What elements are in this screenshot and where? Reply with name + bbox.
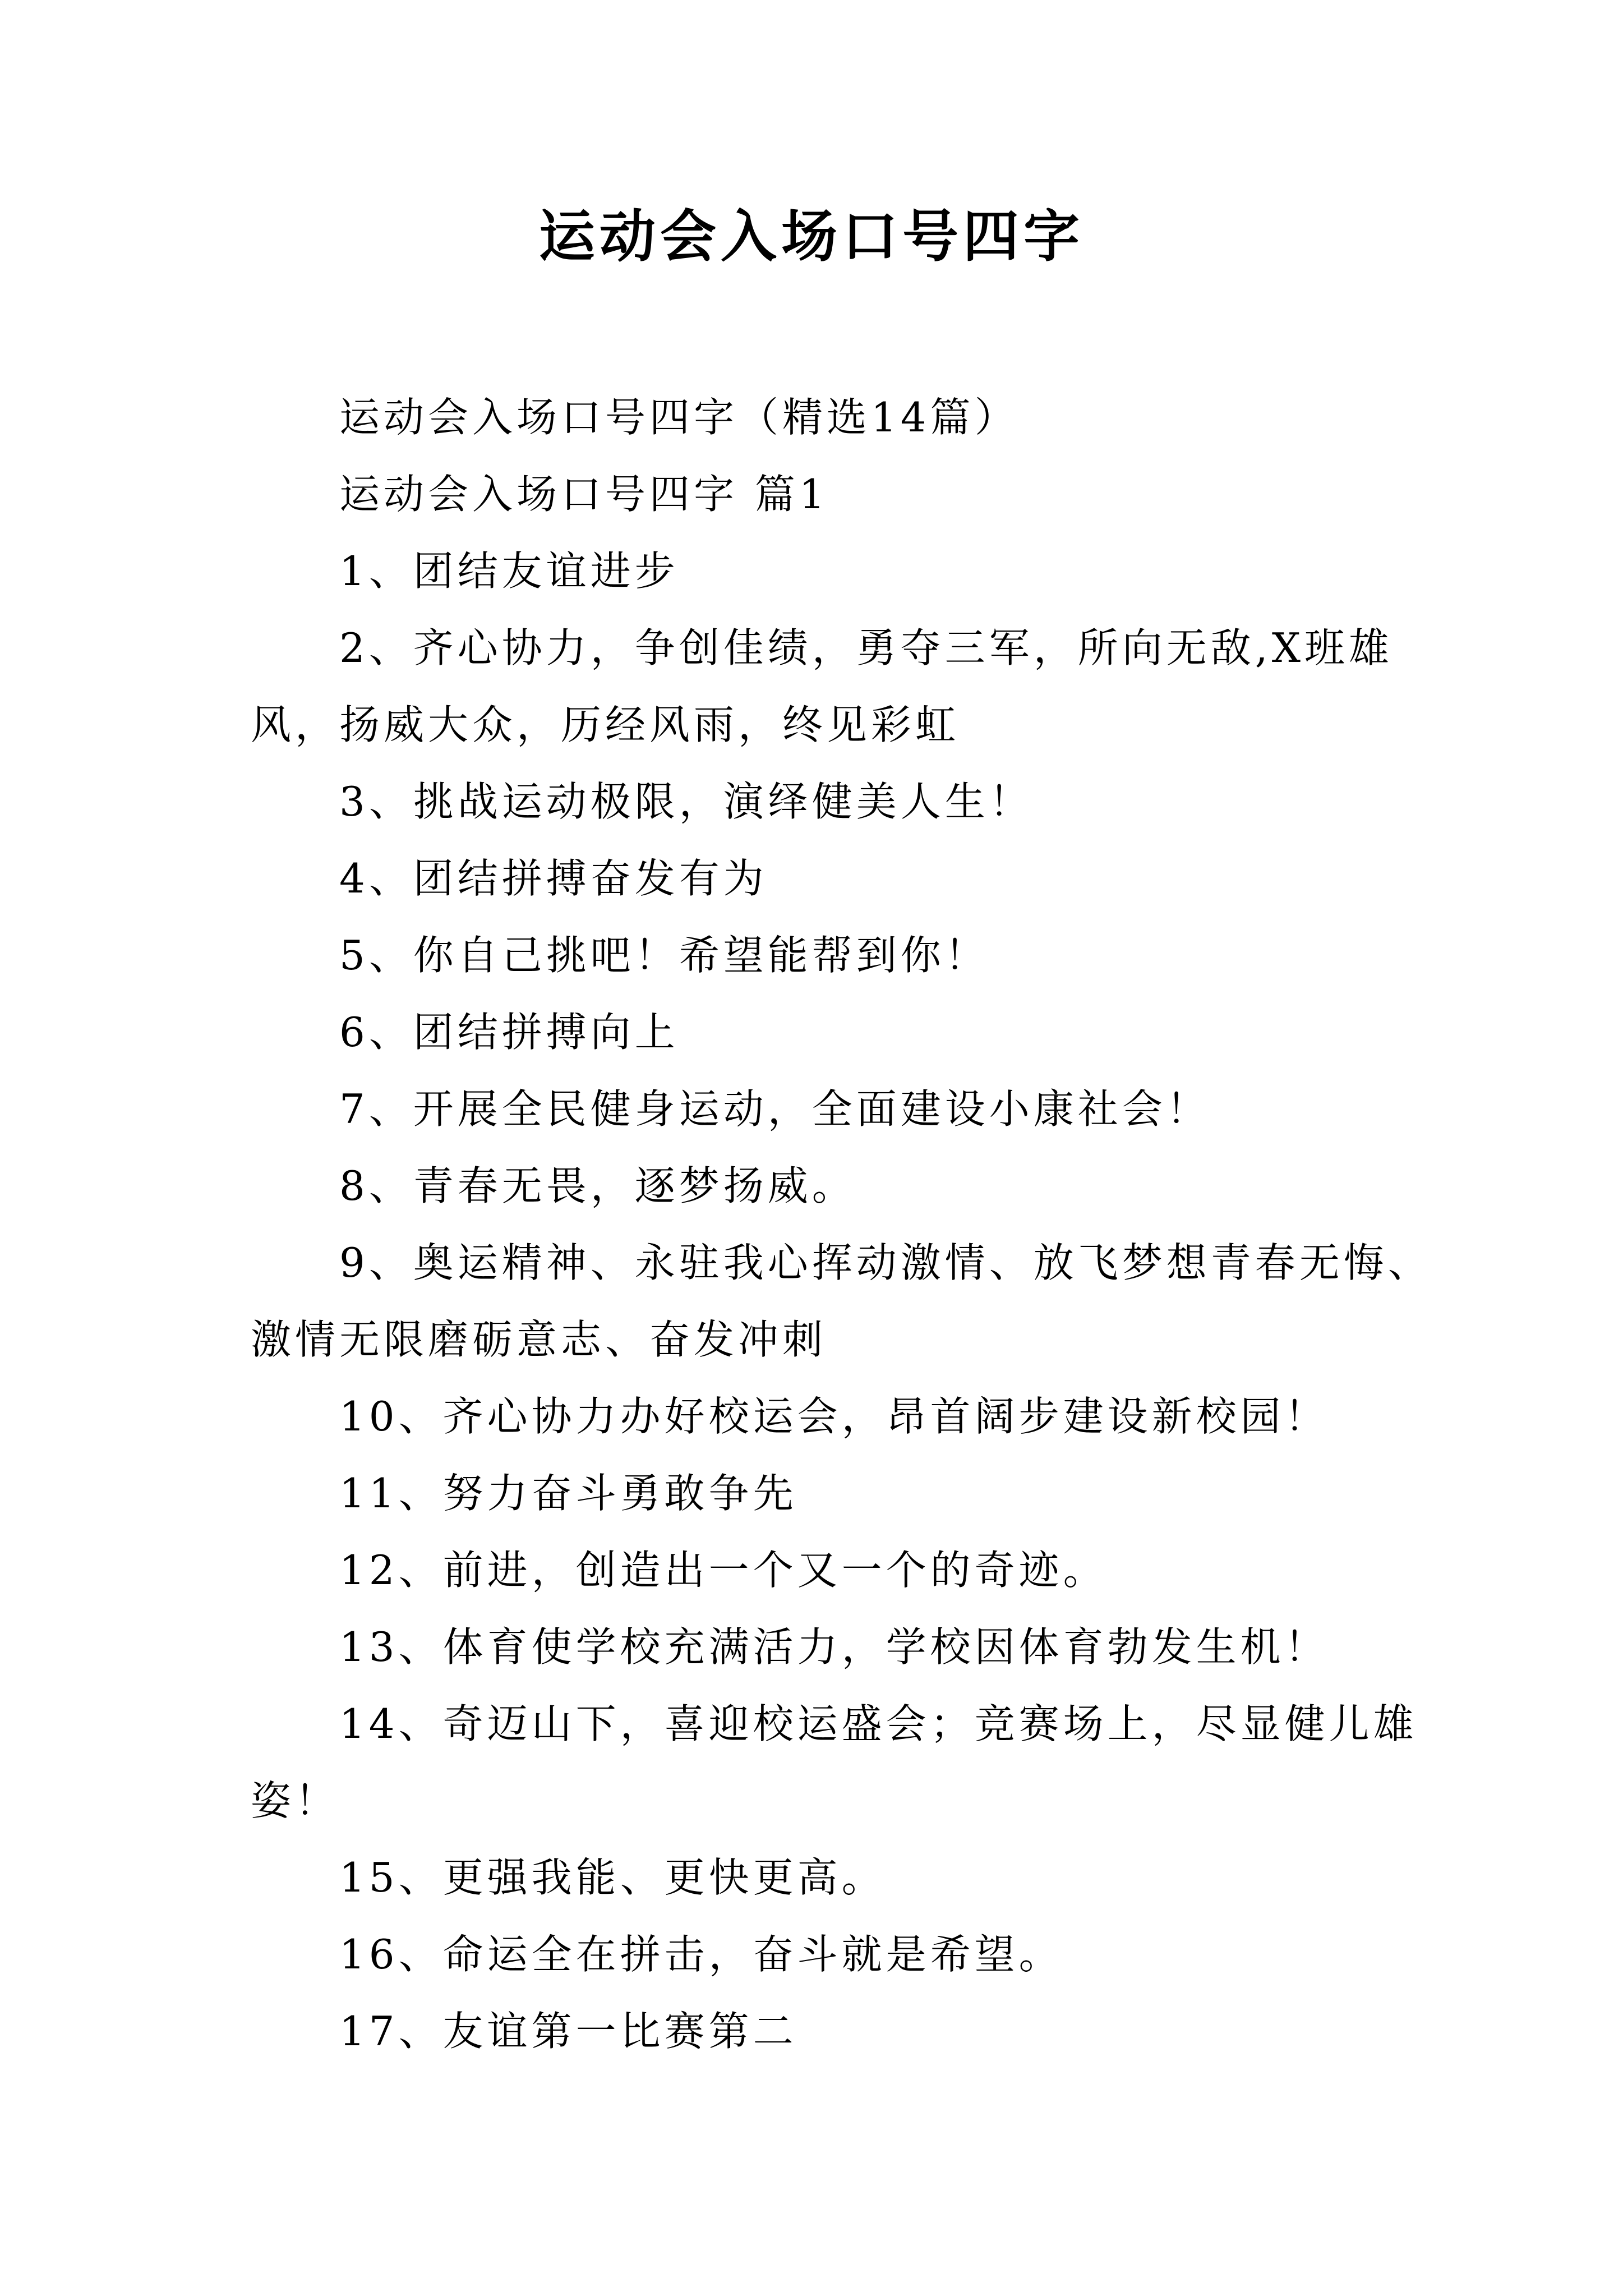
slogan-item	[251, 1455, 1484, 1532]
paragraph-line: 14、奇迈山下，喜迎校运盛会；竞赛场上，尽显健儿雄	[339, 1700, 1418, 1747]
slogan-item	[251, 1686, 1484, 1839]
paragraph-line: 10、齐心协力办好校运会，昂首阔步建设新校园！	[339, 1393, 1329, 1440]
paragraph-line: 3、挑战运动极限，演绎健美人生！	[339, 778, 1034, 825]
slogan-item	[251, 1378, 1484, 1455]
document-body	[251, 379, 1484, 2070]
paragraph-line: 运动会入场口号四字（精选14篇）	[339, 394, 1019, 441]
paragraph-line: 11、努力奋斗勇敢争先	[339, 1470, 797, 1517]
slogan-item	[251, 1532, 1484, 1609]
paragraph-line: 姿！	[251, 1777, 340, 1824]
paragraph-line: 7、开展全民健身运动，全面建设小康社会！	[339, 1085, 1211, 1133]
paragraph-line: 1、团结友谊进步	[339, 547, 679, 595]
slogan-item	[251, 1839, 1484, 1916]
slogan-item	[251, 917, 1484, 994]
slogan-item	[251, 533, 1484, 610]
slogan-item	[251, 1148, 1484, 1225]
paragraph-section-heading	[251, 456, 1484, 533]
slogan-item	[251, 1225, 1484, 1378]
paragraph-line: 4、团结拼搏奋发有为	[339, 855, 768, 902]
slogan-item	[251, 1609, 1484, 1686]
paragraph-line: 15、更强我能、更快更高。	[339, 1854, 886, 1901]
paragraph-line: 17、友谊第一比赛第二	[339, 2008, 797, 2055]
paragraph-line: 16、命运全在拼击，奋斗就是希望。	[339, 1931, 1063, 1978]
paragraph-line: 风，扬威大众，历经风雨，终见彩虹	[251, 701, 960, 748]
paragraph-line: 6、团结拼搏向上	[339, 1009, 679, 1056]
paragraph-line: 运动会入场口号四字 篇1	[339, 471, 829, 518]
slogan-item	[251, 1916, 1484, 1993]
slogan-item	[251, 763, 1484, 840]
document-title: 运动会入场口号四字	[539, 203, 1084, 269]
slogan-item	[251, 1071, 1484, 1148]
paragraph-line: 8、青春无畏，逐梦扬威。	[339, 1162, 856, 1209]
paragraph-line: 2、齐心协力，争创佳绩，勇夺三军，所向无敌,X班雄	[339, 624, 1393, 671]
paragraph-line: 9、奥运精神、永驻我心挥动激情、放飞梦想青春无悔、	[339, 1239, 1432, 1286]
paragraph-line: 12、前进，创造出一个又一个的奇迹。	[339, 1547, 1108, 1594]
paragraph-line: 5、你自己挑吧！希望能帮到你！	[339, 932, 989, 979]
slogan-item	[251, 840, 1484, 917]
paragraph-line: 激情无限磨砺意志、奋发冲刺	[251, 1316, 827, 1363]
slogan-item	[251, 1993, 1484, 2070]
paragraph-subtitle	[251, 379, 1484, 456]
paragraph-line: 13、体育使学校充满活力，学校因体育勃发生机！	[339, 1623, 1329, 1671]
slogan-item	[251, 994, 1484, 1071]
slogan-item	[251, 610, 1484, 763]
